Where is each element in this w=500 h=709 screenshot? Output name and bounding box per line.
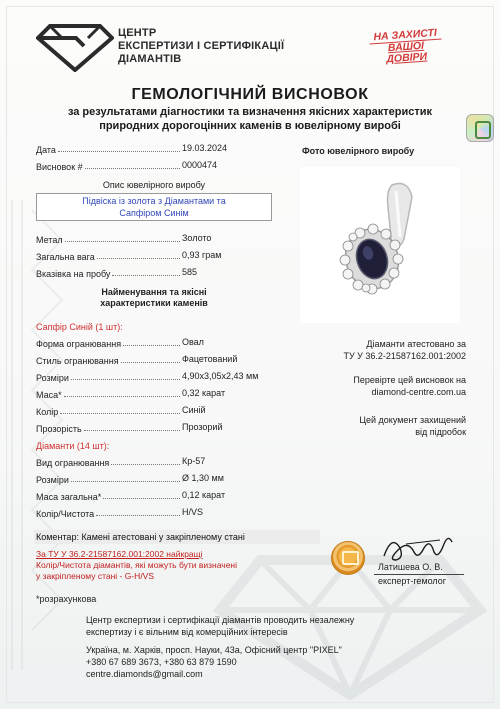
protect-line-2: від підробок [415,427,466,437]
sapphire-heading: Сапфір Синій (1 шт): [36,322,123,332]
org-line-3: ДІАМАНТІВ [118,53,182,65]
metal-value: Золото [182,233,212,243]
certified-line-2: ТУ У 36.2-21587162.001:2002 [343,351,466,361]
verify-line-1: Перевірте цей висновок на [353,375,466,385]
sapphire-value: 4,90х3,05х2,43 мм [182,371,259,381]
organization-name [118,27,284,66]
diamond-row [36,456,182,468]
sapphire-value: Синій [182,405,206,415]
signature-line [374,574,464,575]
sapphire-label: Форма огранювання [36,339,122,349]
org-line-1: ЦЕНТР [118,27,157,39]
estimate-note: *розрахункова [36,594,97,604]
sapphire-row [36,337,182,349]
sapphire-label: Колір [36,407,59,417]
stamp-line-2: ВАШОЇ [387,39,425,55]
stones-heading [36,287,272,309]
diamond-value: H/VS [182,507,204,517]
number-row [36,160,182,172]
item-description-line-2: Сапфіром Синім [119,207,189,218]
footer-contacts [86,644,342,680]
expert-name: Латишева О. В. [378,562,443,572]
sapphire-value: Овал [182,337,204,347]
weight-label: Загальна вага [36,252,95,262]
sapphire-label: Маса* [36,390,62,400]
verify-link[interactable]: diamond-centre.com.ua [371,387,466,397]
standard-note [36,549,237,582]
diamond-label: Розміри [36,475,69,485]
footer-phones[interactable]: +380 67 689 3673, +380 63 879 1590 [86,657,237,667]
footer-address: Україна, м. Харків, просп. Науки, 43а, Офісний центр "PIXEL" [86,645,342,655]
metal-label: Метал [36,235,63,245]
diamond-value: Кр-57 [182,456,206,466]
diamond-row [36,507,182,519]
org-line-2: ЕКСПЕРТИЗИ І СЕРТИФІКАЦІЇ [118,40,285,52]
assay-value: 585 [182,267,198,277]
diamond-label: Вид огранювання [36,458,110,468]
standard-note-line-2: Колір/Чистота діамантів, які можуть бути визначені [36,560,238,570]
number-value: 0000474 [182,160,218,170]
diamond-row [36,490,182,502]
number-label: Висновок # [36,162,83,172]
photo-label: Фото ювелірного виробу [302,146,415,156]
verify-info [300,374,466,398]
date-label: Дата [36,145,56,155]
diamond-value: 0,12 карат [182,490,226,500]
sapphire-row [36,354,182,366]
sapphire-label: Розміри [36,373,69,383]
certification-info [300,338,466,362]
subtitle-line-1: за результатами діагностики та визначення якісних характеристик [67,106,433,118]
footer-line-2: експертизу і є вільним від комерційних інтересів [86,627,288,637]
protect-line-1: Цей документ захищений [359,415,466,425]
stamp-line-3: ДОВІРИ [385,50,428,66]
hologram-icon [466,114,494,142]
date-value: 19.03.2024 [182,143,228,153]
certified-line-1: Діаманти атестовано за [366,339,466,349]
sapphire-label: Стиль огранювання [36,356,119,366]
stones-heading-line-2: характеристики каменів [100,298,208,308]
item-description-line-1: Підвіска із золота з Діамантами та [82,196,226,206]
diamond-row [36,473,182,485]
item-heading: Опис ювелірного виробу [102,180,206,190]
expert-role: експерт-гемолог [378,576,447,586]
stones-heading-line-1: Найменування та якісні [101,287,207,297]
footer-disclaimer [86,614,354,638]
assay-label: Вказівка на пробу [36,269,111,279]
sapphire-row [36,388,182,400]
subtitle-line-2: природних дорогоцінних каменів в ювелірному виробі [99,120,401,132]
standard-note-line-3: у закріпленому стані - G-H/VS [36,571,155,581]
sapphire-row [36,405,182,417]
sapphire-value: Фацетований [182,354,238,364]
document-subtitle [0,105,500,133]
sapphire-value: Прозорий [182,422,223,432]
diamond-label: Колір/Чистота [36,509,95,519]
footer-line-1: Центр експертизи і сертифікації діамантів проводить незалежну [86,615,355,625]
diamonds-heading: Діаманти (14 шт): [36,441,110,451]
expert-signature [378,530,458,566]
sapphire-row [36,422,182,434]
standard-note-line-1: За ТУ У 36.2-21587162.001:2002 найкращі [36,549,203,559]
item-description-box [36,193,272,221]
gold-seal-icon [331,541,365,575]
assay-row [36,267,182,279]
document-title: ГЕМОЛОГІЧНИЙ ВИСНОВОК [131,86,369,103]
diamond-centre-logo-icon [36,22,114,72]
sapphire-value: 0,32 карат [182,388,226,398]
comment-box: Коментар: Камені атестовані у закріпленому стані [34,530,320,544]
sapphire-row [36,371,182,383]
stamp-line-1: НА ЗАХИСТІ [369,28,442,45]
trust-stamp [369,28,443,67]
protection-info [300,414,466,438]
diamond-value: Ø 1,30 мм [182,473,224,483]
sapphire-label: Прозорість [36,424,82,434]
weight-value: 0,93 грам [182,250,222,260]
metal-row [36,233,182,245]
diamond-label: Маса загальна* [36,492,102,502]
date-row [36,143,182,155]
pendant-photo [300,167,460,323]
weight-row [36,250,182,262]
footer-email[interactable]: centre.diamonds@gmail.com [86,669,203,679]
